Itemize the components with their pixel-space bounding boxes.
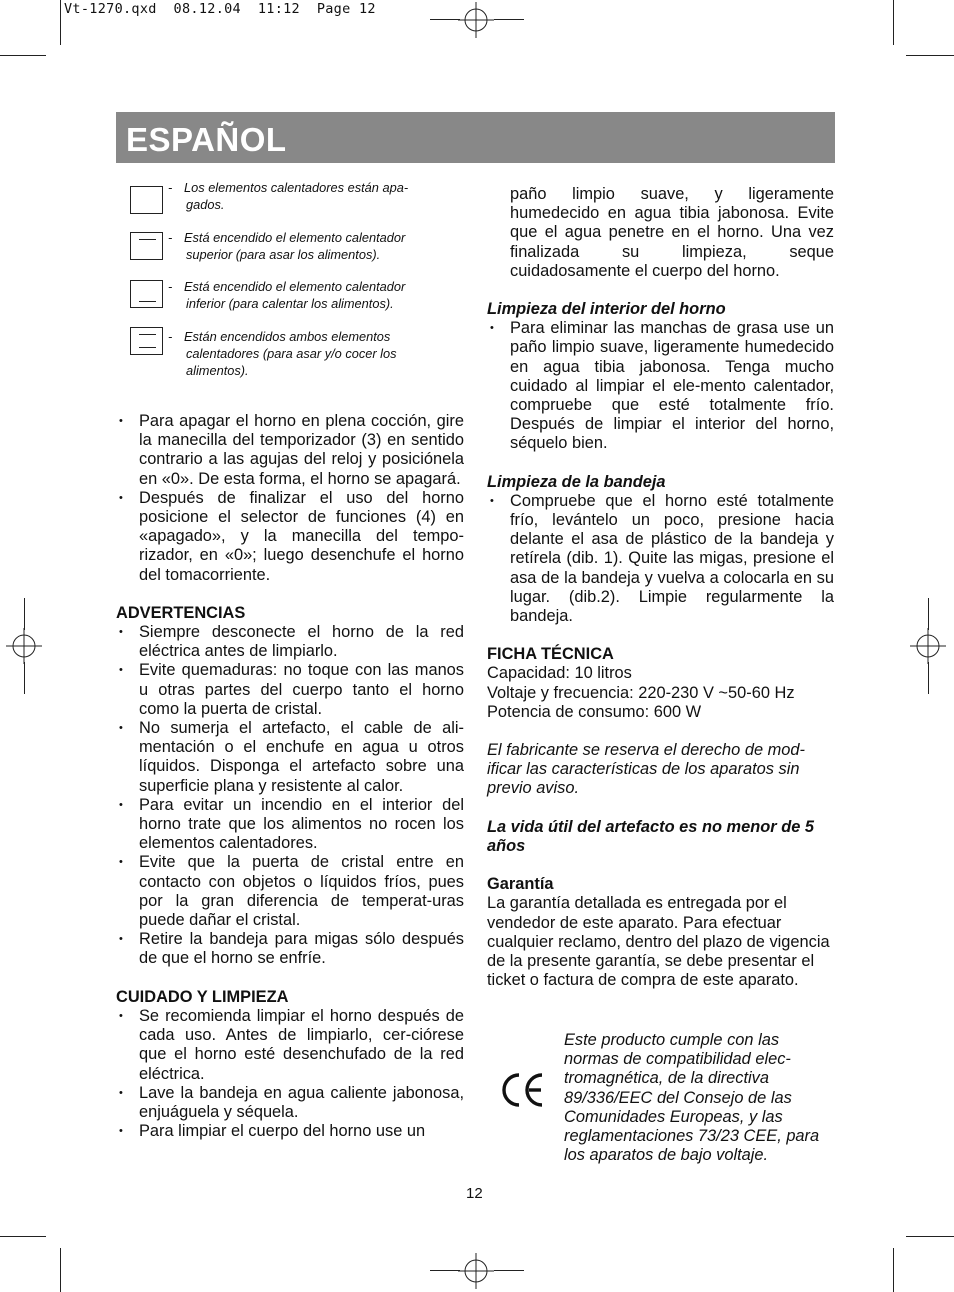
registration-line (928, 662, 929, 694)
registration-line (494, 1270, 524, 1271)
left-column (116, 412, 464, 1141)
registration-line (24, 662, 25, 694)
print-slug: Vt-1270.qxd 08.12.04 11:12 Page 12 (64, 1, 376, 17)
crop-mark (906, 55, 954, 56)
crop-mark (60, 1248, 61, 1292)
lower-line (139, 301, 156, 302)
page-title: ESPAÑOL (126, 121, 287, 158)
both-heaters-icon (130, 327, 163, 355)
interior-heading: Limpieza del interior del horno (487, 300, 726, 319)
mode-line: Están encendidos ambos elementos (184, 329, 391, 344)
crop-mark (893, 1248, 894, 1292)
list-item: • Retire la bandeja para migas sólo después de que el horno se enfríe. (116, 930, 464, 968)
registration-line (928, 598, 929, 630)
warnings-heading: ADVERTENCIAS (116, 603, 246, 622)
upper-heater-icon (130, 232, 163, 260)
list-item: • Evite quemaduras: no toque con las manos u otras partes del cuerpo tanto el horno como la puerta de cristal. (116, 661, 464, 719)
dash: - (168, 329, 173, 344)
registration-mark (910, 628, 946, 664)
language-banner (116, 112, 835, 163)
mode-line: gados. (186, 197, 225, 212)
tray-heading: Limpieza de la bandeja (487, 472, 666, 491)
registration-line (430, 19, 460, 20)
registration-mark (6, 628, 42, 664)
registration-mark (458, 1253, 494, 1289)
crop-mark (0, 1236, 46, 1237)
spec-capacity: Capacidad: 10 litros (487, 664, 632, 683)
registration-line (494, 19, 524, 20)
warnings-list (116, 623, 464, 969)
intro-list (116, 412, 464, 585)
dash: - (168, 230, 173, 245)
list-item: • Se recomienda limpiar el horno después de cada uso. Antes de limpiarlo, cer-ciórese que el horno esté desenchufado de la red eléctrica. (116, 1007, 464, 1084)
registration-line (24, 598, 25, 630)
crop-mark (906, 1236, 954, 1237)
dash: - (168, 180, 173, 195)
mode-text (168, 229, 464, 263)
ce-statement: Este producto cumple con las normas de compatibilidad elec-tromagnética, de la directiva 89/336/EEC del Consejo de las Comunidades Europeas, y las reglamentaciones 73/23 CEE, para los aparatos de bajo voltaje. (564, 1031, 820, 1165)
registration-line (430, 1270, 460, 1271)
mode-item-both (128, 330, 468, 386)
lifetime-text: La vida útil del artefacto es no menor de 5 años (487, 817, 814, 855)
list-item: • No sumerja el artefacto, el cable de ali-mentación o el enchufe en agua u otros líquidos. Disponga el artefacto sobre una superficie plana y resistente al calor. (116, 719, 464, 796)
spec-voltage: Voltaje y frecuencia: 220-230 V ~50-60 Hz (487, 683, 795, 702)
tray-list (487, 492, 834, 626)
list-item: • Para evitar un incendio en el interior del horno trate que los alimentos no rocen los elementos calentadores. (116, 796, 464, 854)
mode-line: alimentos). (186, 363, 249, 378)
care-heading: CUIDADO Y LIMPIEZA (116, 987, 289, 1006)
disclaimer-text: El fabricante se reserva el derecho de mod-ificar las características de los aparatos sin previo aviso. (487, 741, 805, 798)
upper-line (139, 334, 156, 335)
warranty-heading: Garantía (487, 875, 554, 894)
mode-text (168, 328, 464, 379)
mode-line: Está encendido el elemento calentador (184, 279, 406, 294)
mode-line: superior (para asar los alimentos). (186, 247, 381, 262)
list-item: • Después de finalizar el uso del horno posicione el selector de funciones (4) en «apagado», y la manecilla del tempo-rizador, en «0»; luego desenchufe el horno del tomacorriente. (116, 489, 464, 585)
mode-item-off (128, 181, 468, 221)
mode-line: Está encendido el elemento calentador (184, 230, 406, 245)
lower-heater-icon (130, 280, 163, 308)
mode-line: calentadores (para asar y/o cocer los (186, 346, 397, 361)
list-item: • Compruebe que el horno esté totalmente frío, levántelo un poco, presione hacia delante el asa de plástico de la bandeja y retírela (dib. 1). Quite las migas, presione el asa de la bandeja y vuelva a colocarla en su lugar. (dib.2). Limpie regularmente la bandeja. (487, 492, 834, 626)
heater-off-icon (130, 186, 163, 214)
lower-line (139, 347, 156, 348)
list-item: • Evite que la puerta de cristal entre en contacto con objetos o líquidos fríos, pues por la gran diferencia de temperat-uras puede dañar el cristal. (116, 853, 464, 930)
upper-line (139, 239, 156, 240)
interior-list (487, 319, 834, 453)
ce-mark-icon (500, 1071, 546, 1109)
list-item: • Lave la bandeja en agua caliente jabonosa, enjuáguela y séquela. (116, 1084, 464, 1122)
mode-item-upper (128, 231, 468, 271)
spec-power: Potencia de consumo: 600 W (487, 702, 702, 721)
crop-mark (60, 0, 61, 45)
list-item: • Siempre desconecte el horno de la red eléctrica antes de limpiarlo. (116, 623, 464, 661)
page-number: 12 (466, 1185, 483, 1202)
right-column (487, 185, 834, 990)
mode-text (168, 278, 464, 312)
crop-mark (0, 55, 46, 56)
mode-text (168, 179, 464, 213)
registration-mark (458, 2, 494, 38)
spec-heading: FICHA TÉCNICA (487, 645, 614, 664)
list-item: • Para eliminar las manchas de grasa use un paño limpio suave, ligeramente humedecido en agua tibia jabonosa. Tenga mucho cuidado al limpiar el ele-mento calentador, compruebe que esté totalmente frío. Después de limpiar el interior del horno, séquelo bien. (487, 319, 834, 453)
mode-item-lower (128, 280, 468, 320)
list-item: • Para limpiar el cuerpo del horno use un (116, 1122, 464, 1141)
warranty-text: La garantía detallada es entregada por el vendedor de este aparato. Para efectuar cualquier reclamo, dentro del plazo de vigencia de la presente garantía, se debe presentar el ticket o factura de compra de este aparato. (487, 894, 830, 990)
crop-mark (893, 0, 894, 45)
mode-line: inferior (para calentar los alimentos). (186, 296, 394, 311)
mode-line: Los elementos calentadores están apa- (184, 180, 409, 195)
care-list (116, 1007, 464, 1141)
continuation-text: paño limpio suave, y ligeramente humedecido en agua tibia jabonosa. Evite que el agua penetre en el horno. Una vez finalizada su limpieza, seque cuidadosamente el cuerpo del horno. (510, 185, 834, 280)
dash: - (168, 279, 173, 294)
list-item: • Para apagar el horno en plena cocción, gire la manecilla del temporizador (3) en sentido contrario a las agujas del reloj y posiciónela en «0». De esta forma, el horno se apagará. (116, 412, 464, 489)
